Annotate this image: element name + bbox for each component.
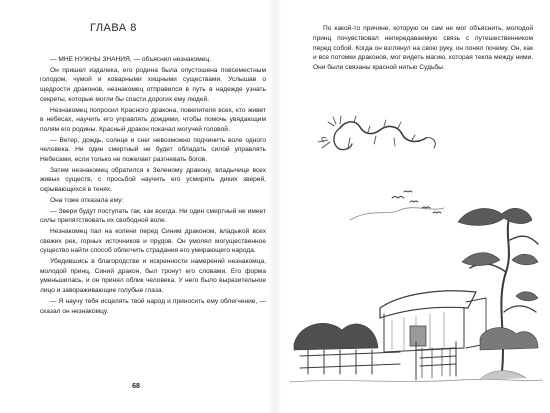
paragraph: Незнакомец попросил Красного дракона, повелителя всех, кто живет в небесах, научить его управлять дождями, чтобы помочь увядающим полям его родины. Красный дракон покачал могучей головой. — [40, 106, 266, 133]
chapter-text — [40, 55, 266, 317]
paragraph: — Я научу тебя исцелять твой народ и приносить ему облегчение, — сказал он незнакомцу. — [40, 297, 266, 315]
paragraph: Убедившись в благородстве и искренности намерений незнакомца, молодой принц, Синий дракон, был тронут его словами. Его форма уменьшилась, и он принял облик человека. У него было выразительное лицо и завораживающие голубые глаза. — [40, 258, 266, 295]
paragraph: Незнакомец пал на колени перед Синим драконом, владыкой всех свежих рек, горных источников и прудов. Он умолял могущественное существо найти способ облегчить страдания его умирающего народа. — [40, 228, 266, 255]
page-number: 68 — [132, 383, 140, 390]
right-page — [275, 0, 550, 413]
chapter-title: ГЛАВА 8 — [90, 22, 137, 34]
paragraph: Он пришел издалека, его родина была опустошена повсеместным голодом, чумой и коварными хищными существами. Услышав о щедрости драконов, незнакомец отправился в путь в надежде узнать секреты, которые могли бы спасти дорогих ему людей. — [40, 66, 266, 103]
dragon-icon — [318, 116, 435, 150]
birds-icon — [392, 191, 441, 213]
paragraph: — МНЕ НУЖНЫ ЗНАНИЯ, — объяснил незнакомец. — [50, 56, 212, 63]
house-icon — [380, 291, 486, 352]
paragraph: Она тоже отказала ему: — [50, 196, 124, 204]
paragraph: — Звери будут поступать так, как всегда. Ни один смертный не имеет силы препятствовать их свободной воле. — [40, 207, 266, 225]
dragon-village-illustration-icon — [280, 112, 545, 402]
paragraph: — Ветер, дождь, солнце и снег невозможно подчинить воле одного человека. Ни один смертный не будет обладать силой управлять Небесами, если только не пожелает разгневать богов. — [40, 136, 266, 163]
right-page-text — [313, 24, 533, 73]
paragraph: Затем незнакомец обратился к Зеленому дракону, владычице всех живых существ, с просьбой научить его усмирять диких зверей, скрывающихся в тенях. — [40, 166, 266, 193]
paragraph: По какой-то причине, которую он сам не мог объяснить, молодой принц почувствовал непередаваемую связь с путешественником перед собой. Когда он взглянул на свою руку, он понял почему. Он, как и все потомки драконов, мог видеть магию, которая текла между ними. Они были связаны красной нитью Судьбы. — [313, 25, 533, 72]
